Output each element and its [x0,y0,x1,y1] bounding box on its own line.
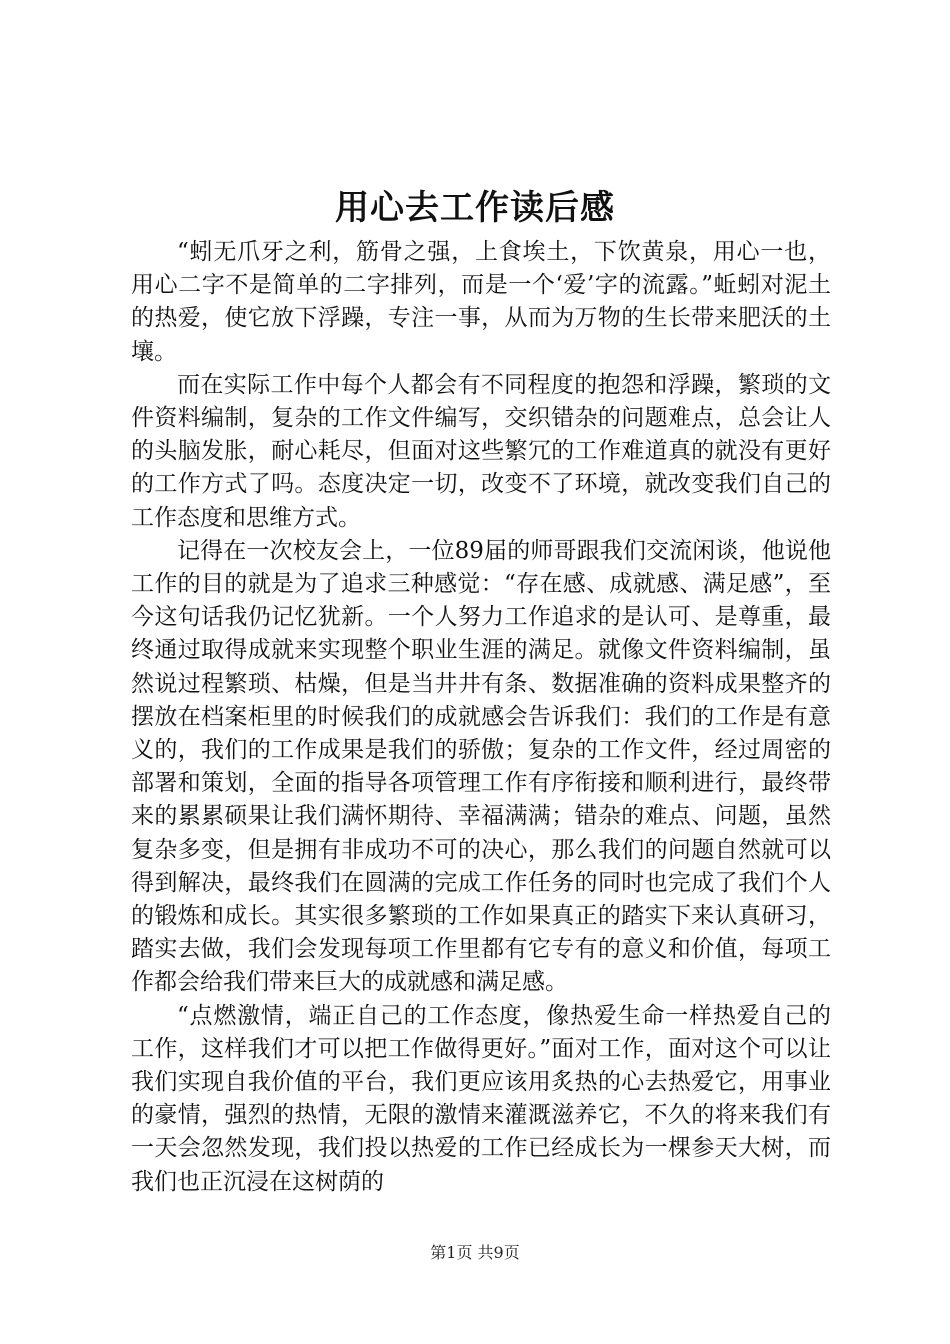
paragraph-3: 记得在一次校友会上，一位89届的师哥跟我们交流闲谈，他说他工作的目的就是为了追求三种感觉：“存在感、成就感、满足感”，至今这句话我仍记忆犹新。一个人努力工作追求的是认可、是尊重，最终通过取得成就来实现整个职业生涯的满足。就像文件资料编制，虽然说过程繁琐、枯燥，但是当井井有条、数据准确的资料成果整齐的摆放在档案柜里的时候我们的成就感会告诉我们：我们的工作是有意义的，我们的工作成果是我们的骄傲；复杂的工作文件，经过周密的部署和策划，全面的指导各项管理工作有序衔接和顺利进行，最终带来的累累硕果让我们满怀期待、幸福满满；错杂的难点、问题，虽然复杂多变，但是拥有非成功不可的决心，那么我们的问题自然就可以得到解决，最终我们在圆满的完成工作任务的同时也完成了我们个人的锻炼和成长。其实很多繁琐的工作如果真正的踏实下来认真研习，踏实去做，我们会发现每项工作里都有它专有的意义和价值，每项工作都会给我们带来巨大的成就感和满足感。 [131,537,831,996]
page-number-footer: 第1页 共9页 [430,1243,520,1262]
paragraph-4: “点燃激情，端正自己的工作态度，像热爱生命一样热爱自己的工作，这样我们才可以把工作做得更好。”面对工作，面对这个可以让我们实现自我价值的平台，我们更应该用炙热的心去热爱它，用事业的豪情，强烈的热情，无限的激情来灌溉滋养它，不久的将来我们有一天会忽然发现，我们投以热爱的工作已经成长为一棵参天大树，而我们也正沉浸在这树荫的 [131,1002,831,1195]
document-title: 用心去工作读后感 [335,188,615,228]
document-body [131,236,831,1199]
paragraph-2: 而在实际工作中每个人都会有不同程度的抱怨和浮躁，繁琐的文件资料编制，复杂的工作文件编写，交织错杂的问题难点，总会让人的头脑发胀，耐心耗尽，但面对这些繁冗的工作难道真的就没有更好的工作方式了吗。态度决定一切，改变不了环境，就改变我们自己的工作态度和思维方式。 [131,371,831,531]
paragraph-1: “蚓无爪牙之利，筋骨之强，上食埃土，下饮黄泉，用心一也，用心二字不是简单的二字排列，而是一个‘爱’字的流露。”蚯蚓对泥土的热爱，使它放下浮躁，专注一事，从而为万物的生长带来肥沃的土壤。 [131,239,831,365]
